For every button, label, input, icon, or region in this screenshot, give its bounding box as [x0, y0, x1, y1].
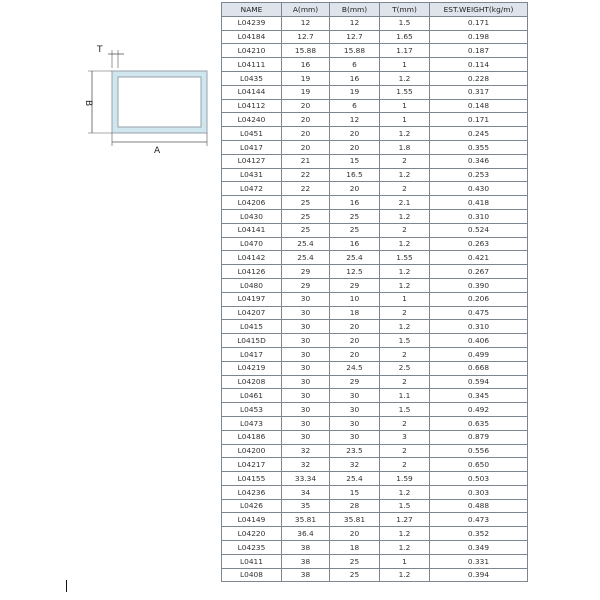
cell-a: 30 [282, 416, 330, 430]
table-row [222, 71, 528, 85]
cell-t: 1.2 [380, 71, 430, 85]
cell-a: 30 [282, 375, 330, 389]
cell-weight: 0.245 [430, 127, 528, 141]
cell-a: 25 [282, 209, 330, 223]
table-row [222, 127, 528, 141]
cell-t: 1.2 [380, 541, 430, 555]
cell-weight: 0.650 [430, 458, 528, 472]
cell-a: 30 [282, 430, 330, 444]
cell-name: L04235 [222, 541, 282, 555]
cell-a: 12 [282, 16, 330, 30]
cell-weight: 0.418 [430, 196, 528, 210]
cell-a: 30 [282, 389, 330, 403]
cell-t: 1.27 [380, 513, 430, 527]
table-row [222, 472, 528, 486]
table-row [222, 30, 528, 44]
table-row [222, 499, 528, 513]
table-row [222, 389, 528, 403]
cell-b: 6 [330, 58, 380, 72]
cell-t: 1.2 [380, 265, 430, 279]
cell-name: L0480 [222, 278, 282, 292]
cell-b: 15.88 [330, 44, 380, 58]
cell-name: L0408 [222, 568, 282, 582]
cell-a: 29 [282, 278, 330, 292]
cell-weight: 0.355 [430, 140, 528, 154]
cell-a: 29 [282, 265, 330, 279]
cell-a: 30 [282, 306, 330, 320]
cell-b: 25.4 [330, 251, 380, 265]
tube-inner [118, 77, 201, 127]
cell-t: 2 [380, 182, 430, 196]
cell-name: L0417 [222, 347, 282, 361]
cell-b: 25 [330, 554, 380, 568]
cell-weight: 0.421 [430, 251, 528, 265]
cell-a: 25 [282, 223, 330, 237]
cell-name: L0411 [222, 554, 282, 568]
cell-a: 20 [282, 127, 330, 141]
cell-name: L0430 [222, 209, 282, 223]
cell-weight: 0.346 [430, 154, 528, 168]
table-row [222, 320, 528, 334]
cell-t: 2 [380, 306, 430, 320]
cell-name: L0461 [222, 389, 282, 403]
cell-weight: 0.228 [430, 71, 528, 85]
cell-weight: 0.148 [430, 99, 528, 113]
table-row [222, 430, 528, 444]
table-row [222, 444, 528, 458]
cell-t: 2 [380, 347, 430, 361]
cell-b: 15 [330, 485, 380, 499]
cell-t: 1 [380, 113, 430, 127]
cell-t: 1.55 [380, 251, 430, 265]
cell-b: 16 [330, 237, 380, 251]
table-header-row [222, 3, 528, 17]
cell-a: 30 [282, 292, 330, 306]
cell-t: 1.2 [380, 320, 430, 334]
cell-b: 20 [330, 140, 380, 154]
cell-b: 25 [330, 568, 380, 582]
cell-b: 16 [330, 196, 380, 210]
cell-a: 20 [282, 140, 330, 154]
cell-a: 19 [282, 71, 330, 85]
cell-b: 30 [330, 430, 380, 444]
cell-t: 2.1 [380, 196, 430, 210]
table-row [222, 113, 528, 127]
table-body [222, 16, 528, 582]
cell-a: 35.81 [282, 513, 330, 527]
cell-t: 1 [380, 292, 430, 306]
table-row [222, 292, 528, 306]
cell-t: 1.5 [380, 403, 430, 417]
cell-b: 12.5 [330, 265, 380, 279]
cell-b: 30 [330, 403, 380, 417]
cell-weight: 0.352 [430, 527, 528, 541]
cell-b: 28 [330, 499, 380, 513]
cell-name: L0417 [222, 140, 282, 154]
cell-weight: 0.668 [430, 361, 528, 375]
cell-a: 22 [282, 168, 330, 182]
cell-weight: 0.594 [430, 375, 528, 389]
table-row [222, 334, 528, 348]
table-row [222, 527, 528, 541]
cell-t: 1.1 [380, 389, 430, 403]
cell-weight: 0.524 [430, 223, 528, 237]
tube-spec-table [221, 2, 528, 582]
cell-weight: 0.499 [430, 347, 528, 361]
table-row [222, 416, 528, 430]
cell-name: L0453 [222, 403, 282, 417]
cell-t: 2 [380, 444, 430, 458]
cell-a: 16 [282, 58, 330, 72]
cell-t: 1.55 [380, 85, 430, 99]
cell-t: 1.17 [380, 44, 430, 58]
cell-t: 1.2 [380, 485, 430, 499]
cell-t: 1.8 [380, 140, 430, 154]
cell-b: 16.5 [330, 168, 380, 182]
table-row [222, 16, 528, 30]
cell-weight: 0.473 [430, 513, 528, 527]
cell-weight: 0.206 [430, 292, 528, 306]
cell-t: 2 [380, 416, 430, 430]
cell-name: L04142 [222, 251, 282, 265]
tube-profile-diagram [62, 38, 212, 158]
table-row [222, 278, 528, 292]
table-row [222, 568, 528, 582]
cell-b: 20 [330, 334, 380, 348]
cell-weight: 0.556 [430, 444, 528, 458]
table-row [222, 209, 528, 223]
cell-name: L04126 [222, 265, 282, 279]
cell-a: 20 [282, 99, 330, 113]
cell-t: 1.2 [380, 568, 430, 582]
table-row [222, 251, 528, 265]
cell-t: 1.2 [380, 237, 430, 251]
cell-a: 25.4 [282, 237, 330, 251]
cell-b: 20 [330, 127, 380, 141]
cell-name: L04112 [222, 99, 282, 113]
table-row [222, 196, 528, 210]
cell-t: 1.2 [380, 127, 430, 141]
cell-weight: 0.488 [430, 499, 528, 513]
cell-t: 1.2 [380, 209, 430, 223]
cell-name: L04149 [222, 513, 282, 527]
cell-a: 30 [282, 403, 330, 417]
cell-name: L0431 [222, 168, 282, 182]
cell-name: L04236 [222, 485, 282, 499]
table-row [222, 99, 528, 113]
cell-name: L0435 [222, 71, 282, 85]
cell-name: L04144 [222, 85, 282, 99]
cell-b: 18 [330, 306, 380, 320]
cell-weight: 0.263 [430, 237, 528, 251]
table-row [222, 44, 528, 58]
cell-t: 2 [380, 154, 430, 168]
cell-name: L04217 [222, 458, 282, 472]
table-row [222, 168, 528, 182]
cell-t: 1.59 [380, 472, 430, 486]
cell-b: 25 [330, 223, 380, 237]
table-row [222, 375, 528, 389]
header-weight: EST.WEIGHT(kg/m) [430, 3, 528, 17]
table-row [222, 154, 528, 168]
cell-b: 12 [330, 16, 380, 30]
cell-a: 19 [282, 85, 330, 99]
cell-a: 33.34 [282, 472, 330, 486]
cell-name: L04210 [222, 44, 282, 58]
table-row [222, 513, 528, 527]
cell-b: 20 [330, 182, 380, 196]
cell-a: 15.88 [282, 44, 330, 58]
cell-name: L04219 [222, 361, 282, 375]
cell-name: L04155 [222, 472, 282, 486]
text-cursor [66, 580, 67, 592]
cell-t: 1.2 [380, 527, 430, 541]
cell-name: L04200 [222, 444, 282, 458]
table-row [222, 347, 528, 361]
cell-name: L0415D [222, 334, 282, 348]
cell-b: 24.5 [330, 361, 380, 375]
table-row [222, 265, 528, 279]
cell-t: 1 [380, 58, 430, 72]
cell-weight: 0.267 [430, 265, 528, 279]
cell-a: 25 [282, 196, 330, 210]
cell-name: L04239 [222, 16, 282, 30]
cell-a: 30 [282, 361, 330, 375]
cell-weight: 0.310 [430, 209, 528, 223]
cell-weight: 0.475 [430, 306, 528, 320]
cell-name: L04186 [222, 430, 282, 444]
cell-weight: 0.198 [430, 30, 528, 44]
table-row [222, 361, 528, 375]
cell-weight: 0.349 [430, 541, 528, 555]
table-row [222, 140, 528, 154]
cell-b: 30 [330, 389, 380, 403]
cell-a: 30 [282, 334, 330, 348]
cell-name: L04220 [222, 527, 282, 541]
cell-name: L04184 [222, 30, 282, 44]
cell-weight: 0.390 [430, 278, 528, 292]
cell-t: 1.2 [380, 278, 430, 292]
table-row [222, 182, 528, 196]
cell-name: L04206 [222, 196, 282, 210]
cell-a: 32 [282, 444, 330, 458]
cell-b: 16 [330, 71, 380, 85]
cell-t: 2 [380, 375, 430, 389]
table-row [222, 485, 528, 499]
b-label: B [83, 100, 93, 107]
table-row [222, 237, 528, 251]
cell-weight: 0.406 [430, 334, 528, 348]
header-t: T(mm) [380, 3, 430, 17]
table-row [222, 403, 528, 417]
cell-b: 12 [330, 113, 380, 127]
cell-weight: 0.171 [430, 16, 528, 30]
header-name: NAME [222, 3, 282, 17]
cell-name: L0470 [222, 237, 282, 251]
table-row [222, 223, 528, 237]
cell-weight: 0.310 [430, 320, 528, 334]
cell-b: 23.5 [330, 444, 380, 458]
cell-name: L0415 [222, 320, 282, 334]
cell-b: 20 [330, 347, 380, 361]
cell-a: 35 [282, 499, 330, 513]
cell-weight: 0.430 [430, 182, 528, 196]
cell-name: L04207 [222, 306, 282, 320]
cell-a: 20 [282, 113, 330, 127]
cell-b: 29 [330, 278, 380, 292]
cell-t: 1.5 [380, 16, 430, 30]
cell-a: 30 [282, 320, 330, 334]
table-row [222, 58, 528, 72]
a-label: A [154, 146, 161, 156]
cell-weight: 0.171 [430, 113, 528, 127]
cell-b: 15 [330, 154, 380, 168]
cell-a: 30 [282, 347, 330, 361]
cell-weight: 0.345 [430, 389, 528, 403]
cell-a: 12.7 [282, 30, 330, 44]
cell-a: 34 [282, 485, 330, 499]
table-row [222, 306, 528, 320]
cell-weight: 0.253 [430, 168, 528, 182]
cell-name: L0473 [222, 416, 282, 430]
cell-b: 6 [330, 99, 380, 113]
cell-name: L04208 [222, 375, 282, 389]
cell-a: 38 [282, 541, 330, 555]
cell-b: 12.7 [330, 30, 380, 44]
cell-b: 10 [330, 292, 380, 306]
cell-b: 25 [330, 209, 380, 223]
cell-a: 25.4 [282, 251, 330, 265]
cell-weight: 0.503 [430, 472, 528, 486]
table-row [222, 541, 528, 555]
cell-b: 19 [330, 85, 380, 99]
cell-weight: 0.492 [430, 403, 528, 417]
cell-t: 1.2 [380, 168, 430, 182]
tube-profile-svg [62, 38, 212, 158]
header-b: B(mm) [330, 3, 380, 17]
cell-weight: 0.317 [430, 85, 528, 99]
cell-name: L0426 [222, 499, 282, 513]
header-a: A(mm) [282, 3, 330, 17]
cell-a: 21 [282, 154, 330, 168]
cell-b: 35.81 [330, 513, 380, 527]
cell-weight: 0.331 [430, 554, 528, 568]
cell-t: 2 [380, 223, 430, 237]
cell-weight: 0.303 [430, 485, 528, 499]
cell-t: 3 [380, 430, 430, 444]
cell-name: L0472 [222, 182, 282, 196]
cell-weight: 0.394 [430, 568, 528, 582]
cell-name: L04111 [222, 58, 282, 72]
cell-weight: 0.187 [430, 44, 528, 58]
cell-name: L04197 [222, 292, 282, 306]
table-row [222, 554, 528, 568]
cell-a: 38 [282, 568, 330, 582]
cell-t: 2.5 [380, 361, 430, 375]
cell-b: 18 [330, 541, 380, 555]
cell-b: 20 [330, 320, 380, 334]
cell-t: 1 [380, 99, 430, 113]
cell-name: L04127 [222, 154, 282, 168]
cell-weight: 0.879 [430, 430, 528, 444]
cell-a: 38 [282, 554, 330, 568]
cell-t: 1.5 [380, 334, 430, 348]
table-row [222, 458, 528, 472]
cell-b: 32 [330, 458, 380, 472]
cell-t: 1.65 [380, 30, 430, 44]
cell-weight: 0.114 [430, 58, 528, 72]
cell-weight: 0.635 [430, 416, 528, 430]
t-label: T [97, 45, 103, 55]
cell-a: 32 [282, 458, 330, 472]
cell-t: 1 [380, 554, 430, 568]
cell-a: 36.4 [282, 527, 330, 541]
cell-name: L0451 [222, 127, 282, 141]
cell-t: 2 [380, 458, 430, 472]
cell-t: 1.5 [380, 499, 430, 513]
cell-name: L04240 [222, 113, 282, 127]
cell-b: 20 [330, 527, 380, 541]
cell-b: 29 [330, 375, 380, 389]
table-row [222, 85, 528, 99]
cell-a: 22 [282, 182, 330, 196]
cell-name: L04141 [222, 223, 282, 237]
cell-b: 30 [330, 416, 380, 430]
cell-b: 25.4 [330, 472, 380, 486]
